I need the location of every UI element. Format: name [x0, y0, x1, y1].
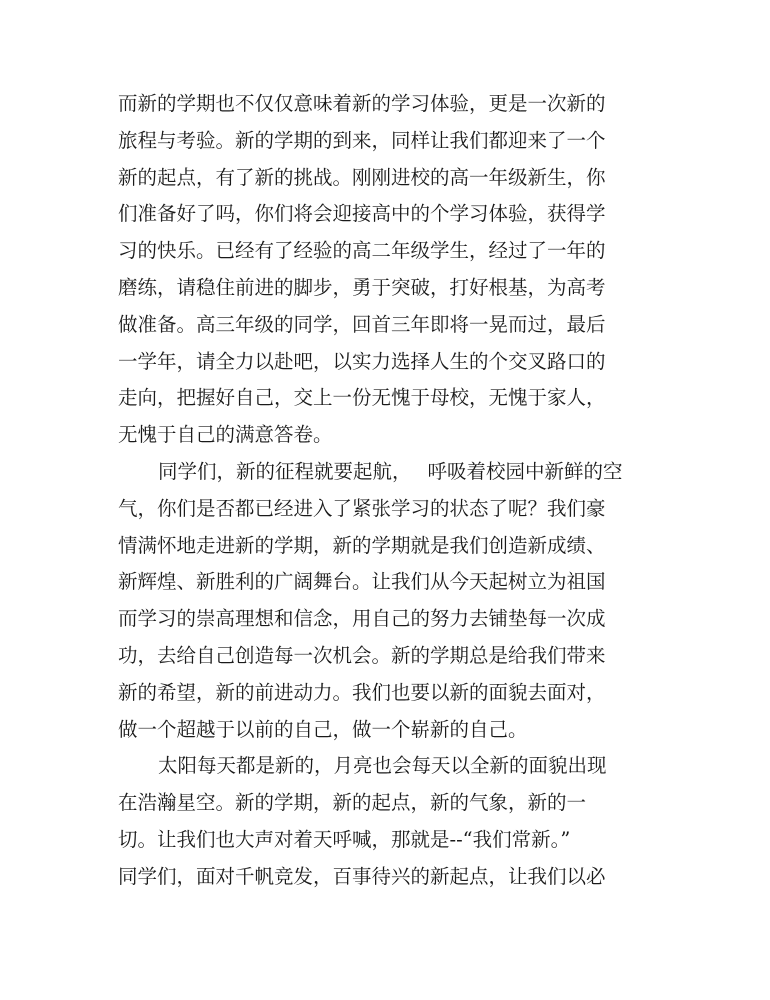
- text-line: 情满怀地走进新的学期，新的学期就是我们创造新成绩、: [118, 533, 606, 557]
- text-line: 习的快乐。已经有了经验的高二年级学生，经过了一年的: [118, 239, 606, 263]
- text-line: 新辉煌、新胜利的广阔舞台。让我们从今天起树立为祖国: [118, 570, 606, 594]
- text-line: 无愧于自己的满意答卷。: [118, 423, 333, 447]
- body-text: [118, 86, 663, 896]
- text-line: 磨练，请稳住前进的脚步，勇于突破，打好根基，为高考: [118, 275, 606, 299]
- text-line: 而新的学期也不仅仅意味着新的学习体验，更是一次新的: [118, 92, 606, 115]
- text-line: 新的希望，新的前进动力。我们也要以新的面貌去面对，: [118, 680, 606, 704]
- text-line: 做准备。高三年级的同学，回首三年即将一晃而过，最后: [118, 312, 606, 336]
- text-line: 们准备好了吗，你们将会迎接高中的个学习体验，获得学: [118, 202, 606, 226]
- text-line: 旅程与考验。新的学期的到来，同样让我们都迎来了一个: [118, 128, 606, 152]
- text-line: 做一个超越于以前的自己，做一个崭新的自己。: [118, 717, 528, 741]
- text-line: 一学年，请全力以赴吧，以实力选择人生的个交叉路口的: [118, 349, 606, 373]
- text-line: 在浩瀚星空。新的学期，新的起点，新的气象，新的一: [118, 791, 587, 815]
- paragraph-first-line: 太阳每天都是新的，月亮也会每天以全新的面貌出现: [158, 754, 607, 778]
- text-line: 走向，把握好自己，交上一份无愧于母校，无愧于家人，: [118, 386, 606, 410]
- text-line: 气，你们是否都已经进入了紧张学习的状态了呢？我们豪: [118, 496, 606, 520]
- text-line: 新的起点，有了新的挑战。刚刚进校的高一年级新生，你: [118, 165, 606, 189]
- text-line: 切。让我们也大声对着天呼喊，那就是--“我们常新。”: [118, 827, 571, 851]
- text-line: 功，去给自己创造每一次机会。新的学期总是给我们带来: [118, 643, 606, 667]
- text-line: 同学们，面对千帆竞发，百事待兴的新起点，让我们以必: [118, 864, 606, 888]
- text-line: 而学习的崇高理想和信念，用自己的努力去铺垫每一次成: [118, 607, 606, 631]
- paragraph-first-line: 同学们，新的征程就要起航， 呼吸着校园中新鲜的空: [158, 459, 623, 483]
